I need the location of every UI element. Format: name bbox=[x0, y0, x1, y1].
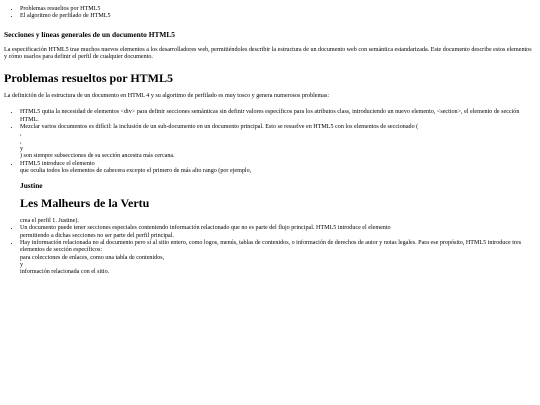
toc-item[interactable] bbox=[20, 13, 536, 20]
list-item-text: • Hay información relacionada no al documento pero sí al sitio entero, como logos, menús, tablas de contenidos, o información de derechos de autor y notas legales. Para ese propósito, HTML5 introduce tres elementos de sección específicos: bbox=[20, 240, 522, 254]
list-item-text: , bbox=[20, 131, 22, 138]
list-item-text: • Mezclar varios documentos es difícil: la inclusión de un sub-documento en un documento principal. Esto se resuelve en HTML5 con los elementos de seccionado ( bbox=[20, 124, 419, 131]
list-item-text: para colecciones de enlaces, como una tabla de contenidos, bbox=[20, 254, 165, 261]
list-item-text: permitiendo a dichas secciones no ser parte del perfil principal. bbox=[20, 232, 174, 239]
section-heading: Secciones y líneas generales de un documento HTML5 bbox=[4, 29, 176, 39]
list-item bbox=[20, 124, 536, 160]
toc-link-algorithm[interactable]: El algoritmo de perfilado de HTML5 bbox=[20, 13, 111, 20]
table-of-contents bbox=[4, 6, 536, 21]
problems-heading: Problemas resueltos por HTML5 bbox=[4, 71, 173, 86]
list-item-text: que oculta todos los elementos de cabecera excepto el primero de más alto rango (por ejemplo, bbox=[20, 167, 252, 174]
toc-link-problems[interactable]: Problemas resueltos por HTML5 bbox=[20, 6, 101, 12]
list-item-text: información relacionada con el sitio. bbox=[20, 269, 110, 276]
list-item-text: HTML5 quita la necesidad de elementos <div> para definir secciones semánticas sin definir valores específicos para los atributos class, introduciendo un nuevo elemento, <section>, el elemento de sección HTML. bbox=[20, 109, 520, 123]
list-item-text: crea el perfil 1. Justine). bbox=[20, 218, 79, 225]
list-item-text: ) son siempre subsecciones de su sección ancestra más cercana. bbox=[20, 153, 175, 160]
list-item-text: • Un documento puede tener secciones especiales conteniendo información relacionado que no es parte del flujo principal. HTML5 introduce el elemento bbox=[20, 225, 391, 232]
list-item bbox=[20, 109, 536, 124]
list-item-text: • HTML5 introduce el elemento bbox=[20, 160, 95, 167]
list-item bbox=[20, 161, 536, 226]
definition-paragraph: La definición de la estructura de un documento en HTML 4 y su algoritmo de perfilado es muy tosco y genera numerosos problemas: bbox=[4, 93, 330, 100]
problems-list bbox=[4, 109, 536, 276]
list-item-text: y bbox=[20, 261, 24, 268]
list-item bbox=[20, 225, 536, 240]
example-h4-justine: Justine bbox=[20, 181, 43, 191]
intro-paragraph: La especificación HTML5 trae muchos nuevos elementos a los desarrolladores web, permitiéndoles describir la estructura de un documento web con semántica estandarizada. Este documento describe estos elementos y cómo usarlos para definir el perfil de cualquier documento. bbox=[4, 46, 532, 60]
list-item bbox=[20, 240, 536, 276]
list-item-text: , bbox=[20, 138, 22, 145]
list-item-text: y bbox=[20, 145, 24, 152]
example-h2-malheurs: Les Malheurs de la Vertu bbox=[20, 196, 150, 211]
